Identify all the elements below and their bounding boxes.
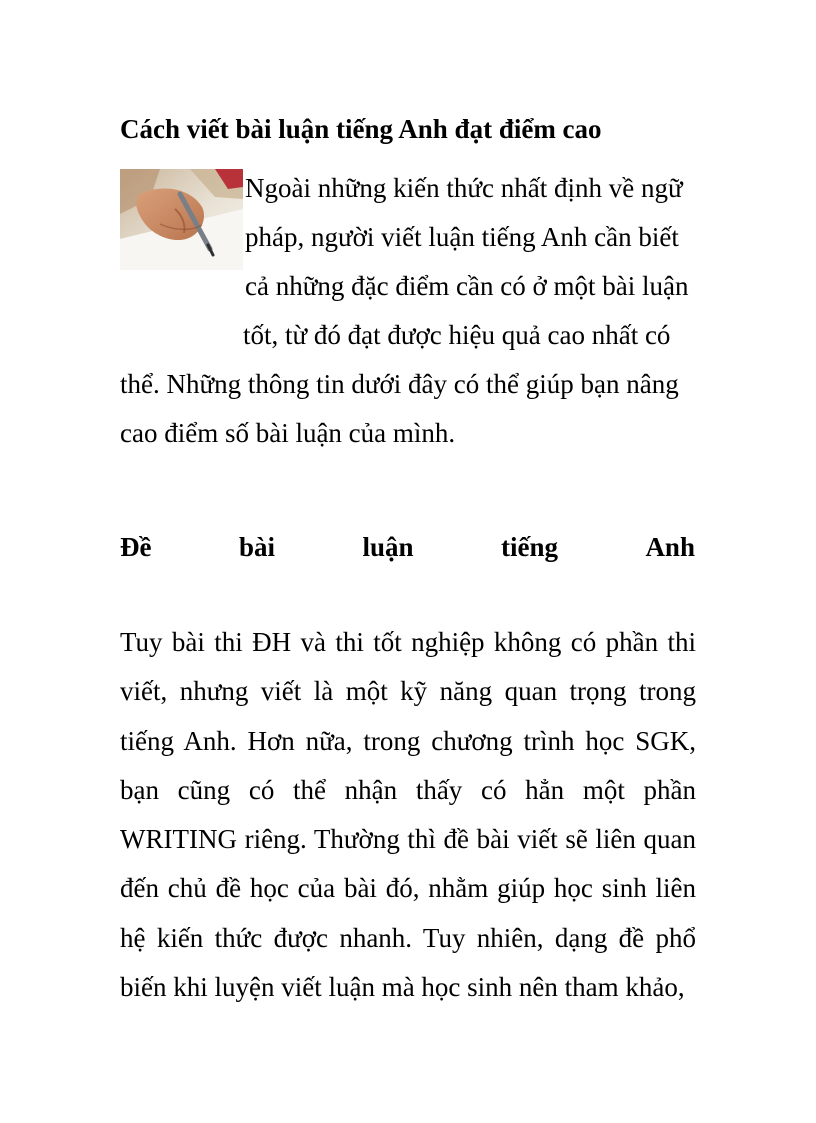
heading-word-5: Anh — [645, 532, 695, 562]
heading-word-3: luận — [362, 532, 414, 562]
hand-writing-photo — [120, 169, 243, 270]
intro-text: Ngoài những kiến thức nhất định về ngữ pháp, người viết luận tiếng Anh cần biết cả những đặc điểm cần có ở một bài luận tốt, từ đó đạt được hiệu quả cao nhất có thể. Những thông tin dưới đây có thể giúp bạn nâng cao điểm số bài luận của mình. — [120, 173, 689, 448]
intro-paragraph — [120, 164, 698, 458]
heading-word-1: Đề — [120, 532, 152, 562]
heading-word-4: tiếng — [500, 532, 558, 562]
section-heading — [120, 528, 695, 566]
image-spacer — [120, 270, 243, 312]
document-title: Cách viết bài luận tiếng Anh đạt điểm cao — [120, 114, 602, 144]
body-paragraph: Tuy bài thi ĐH và thi tốt nghiệp không có phần thi viết, nhưng viết là một kỹ năng quan trọng trong tiếng Anh. Hơn nữa, trong chương trình học SGK, bạn cũng có thể nhận thấy có hẳn một phần WRITING riêng. Thường thì đề bài viết sẽ liên quan đến chủ đề học của bài đó, nhằm giúp học sinh liên hệ kiến thức được nhanh. Tuy nhiên, dạng đề phổ biến khi luyện viết luận mà học sinh nên tham khảo, — [120, 627, 696, 1003]
heading-word-2: bài — [238, 532, 275, 562]
